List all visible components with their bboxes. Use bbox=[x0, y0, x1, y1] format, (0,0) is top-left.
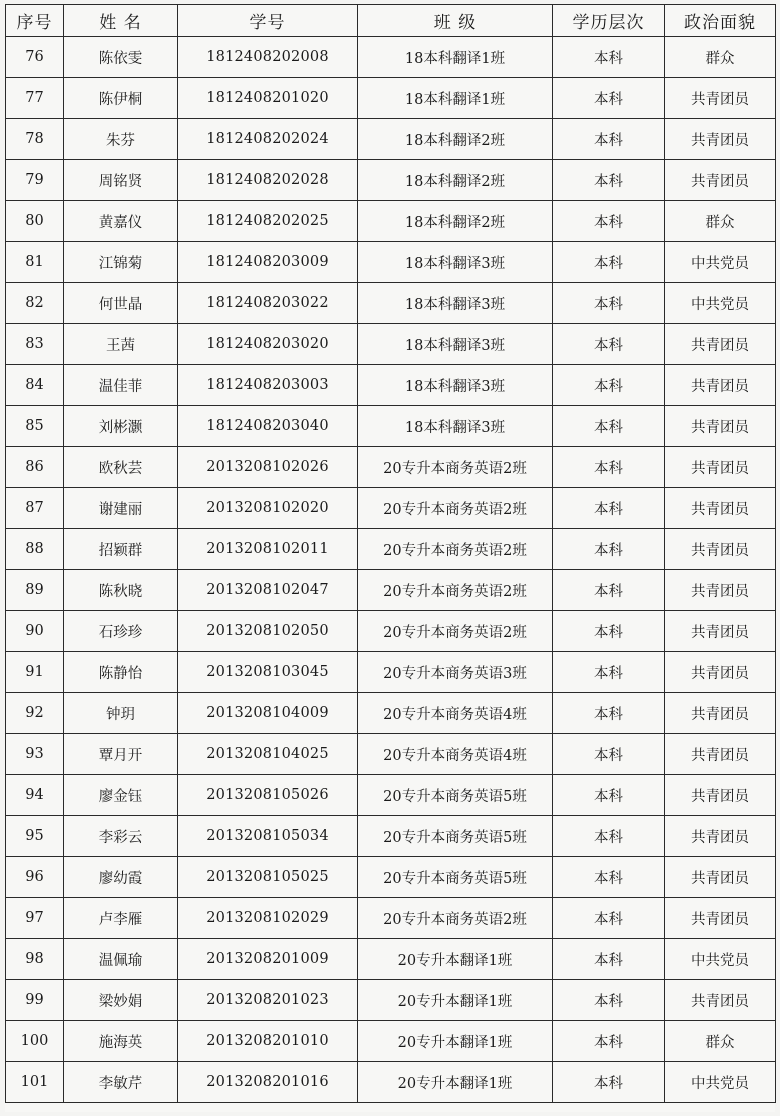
cell-name: 周铭贤 bbox=[64, 160, 178, 201]
header-political: 政治面貌 bbox=[665, 5, 776, 37]
cell-political: 共青团员 bbox=[665, 406, 776, 447]
cell-class: 20专升本商务英语2班 bbox=[358, 570, 553, 611]
cell-seq: 84 bbox=[6, 365, 64, 406]
cell-student-id: 2013208201009 bbox=[178, 939, 358, 980]
cell-name: 梁妙娟 bbox=[64, 980, 178, 1021]
cell-education: 本科 bbox=[553, 201, 665, 242]
header-seq: 序号 bbox=[6, 5, 64, 37]
header-student-id: 学号 bbox=[178, 5, 358, 37]
cell-class: 20专升本商务英语2班 bbox=[358, 529, 553, 570]
cell-name: 朱芬 bbox=[64, 119, 178, 160]
cell-student-id: 2013208102026 bbox=[178, 447, 358, 488]
cell-student-id: 2013208102029 bbox=[178, 898, 358, 939]
cell-education: 本科 bbox=[553, 283, 665, 324]
cell-education: 本科 bbox=[553, 693, 665, 734]
cell-class: 18本科翻译3班 bbox=[358, 365, 553, 406]
cell-education: 本科 bbox=[553, 37, 665, 78]
cell-political: 中共党员 bbox=[665, 242, 776, 283]
table-header bbox=[6, 5, 776, 37]
cell-political: 共青团员 bbox=[665, 160, 776, 201]
cell-class: 20专升本商务英语2班 bbox=[358, 447, 553, 488]
cell-education: 本科 bbox=[553, 611, 665, 652]
cell-class: 20专升本翻译1班 bbox=[358, 939, 553, 980]
cell-education: 本科 bbox=[553, 160, 665, 201]
cell-student-id: 1812408202025 bbox=[178, 201, 358, 242]
cell-seq: 83 bbox=[6, 324, 64, 365]
table-row bbox=[6, 160, 776, 201]
cell-class: 20专升本商务英语4班 bbox=[358, 734, 553, 775]
cell-education: 本科 bbox=[553, 980, 665, 1021]
cell-name: 李敏芹 bbox=[64, 1062, 178, 1103]
cell-seq: 79 bbox=[6, 160, 64, 201]
cell-education: 本科 bbox=[553, 652, 665, 693]
cell-education: 本科 bbox=[553, 365, 665, 406]
cell-student-id: 2013208102047 bbox=[178, 570, 358, 611]
cell-class: 18本科翻译3班 bbox=[358, 242, 553, 283]
cell-political: 中共党员 bbox=[665, 283, 776, 324]
table-row bbox=[6, 529, 776, 570]
cell-seq: 99 bbox=[6, 980, 64, 1021]
cell-political: 共青团员 bbox=[665, 693, 776, 734]
cell-political: 共青团员 bbox=[665, 447, 776, 488]
cell-political: 共青团员 bbox=[665, 78, 776, 119]
cell-name: 温佩瑜 bbox=[64, 939, 178, 980]
cell-name: 石珍珍 bbox=[64, 611, 178, 652]
table-row bbox=[6, 242, 776, 283]
cell-political: 共青团员 bbox=[665, 611, 776, 652]
table-row bbox=[6, 693, 776, 734]
cell-education: 本科 bbox=[553, 816, 665, 857]
cell-seq: 77 bbox=[6, 78, 64, 119]
cell-education: 本科 bbox=[553, 775, 665, 816]
cell-class: 20专升本商务英语4班 bbox=[358, 693, 553, 734]
cell-seq: 91 bbox=[6, 652, 64, 693]
table-row bbox=[6, 611, 776, 652]
cell-student-id: 2013208103045 bbox=[178, 652, 358, 693]
table-row bbox=[6, 1021, 776, 1062]
cell-political: 共青团员 bbox=[665, 898, 776, 939]
cell-name: 何世晶 bbox=[64, 283, 178, 324]
cell-class: 18本科翻译1班 bbox=[358, 78, 553, 119]
cell-name: 陈依雯 bbox=[64, 37, 178, 78]
cell-name: 李彩云 bbox=[64, 816, 178, 857]
cell-education: 本科 bbox=[553, 898, 665, 939]
cell-student-id: 2013208102011 bbox=[178, 529, 358, 570]
cell-name: 王茜 bbox=[64, 324, 178, 365]
cell-student-id: 2013208105025 bbox=[178, 857, 358, 898]
table-row bbox=[6, 365, 776, 406]
cell-political: 共青团员 bbox=[665, 488, 776, 529]
cell-education: 本科 bbox=[553, 119, 665, 160]
cell-name: 廖幼霞 bbox=[64, 857, 178, 898]
cell-name: 刘彬灏 bbox=[64, 406, 178, 447]
header-name: 姓 名 bbox=[64, 5, 178, 37]
cell-education: 本科 bbox=[553, 857, 665, 898]
cell-class: 18本科翻译3班 bbox=[358, 406, 553, 447]
cell-political: 共青团员 bbox=[665, 119, 776, 160]
cell-student-id: 1812408203020 bbox=[178, 324, 358, 365]
table-row bbox=[6, 816, 776, 857]
cell-seq: 92 bbox=[6, 693, 64, 734]
cell-name: 陈静怡 bbox=[64, 652, 178, 693]
table-row bbox=[6, 734, 776, 775]
cell-name: 谢建丽 bbox=[64, 488, 178, 529]
cell-education: 本科 bbox=[553, 529, 665, 570]
cell-seq: 93 bbox=[6, 734, 64, 775]
cell-political: 中共党员 bbox=[665, 1062, 776, 1103]
cell-political: 中共党员 bbox=[665, 939, 776, 980]
cell-class: 20专升本翻译1班 bbox=[358, 1021, 553, 1062]
cell-student-id: 1812408203009 bbox=[178, 242, 358, 283]
table-row bbox=[6, 652, 776, 693]
table-row bbox=[6, 980, 776, 1021]
cell-political: 共青团员 bbox=[665, 980, 776, 1021]
cell-education: 本科 bbox=[553, 406, 665, 447]
cell-name: 卢李雁 bbox=[64, 898, 178, 939]
cell-class: 18本科翻译1班 bbox=[358, 37, 553, 78]
cell-seq: 88 bbox=[6, 529, 64, 570]
cell-education: 本科 bbox=[553, 242, 665, 283]
cell-class: 18本科翻译2班 bbox=[358, 201, 553, 242]
cell-student-id: 1812408203003 bbox=[178, 365, 358, 406]
cell-seq: 85 bbox=[6, 406, 64, 447]
cell-class: 18本科翻译3班 bbox=[358, 324, 553, 365]
student-roster-table bbox=[5, 4, 776, 1103]
cell-political: 群众 bbox=[665, 201, 776, 242]
table-row bbox=[6, 201, 776, 242]
table-row bbox=[6, 939, 776, 980]
table-row bbox=[6, 1062, 776, 1103]
cell-student-id: 2013208102050 bbox=[178, 611, 358, 652]
roster-sheet bbox=[5, 4, 775, 1112]
cell-name: 覃月开 bbox=[64, 734, 178, 775]
cell-seq: 76 bbox=[6, 37, 64, 78]
cell-student-id: 2013208102020 bbox=[178, 488, 358, 529]
cell-class: 20专升本商务英语5班 bbox=[358, 775, 553, 816]
cell-seq: 81 bbox=[6, 242, 64, 283]
cell-name: 招颖群 bbox=[64, 529, 178, 570]
cell-political: 共青团员 bbox=[665, 570, 776, 611]
cell-student-id: 2013208105026 bbox=[178, 775, 358, 816]
table-row bbox=[6, 447, 776, 488]
cell-seq: 82 bbox=[6, 283, 64, 324]
table-row bbox=[6, 488, 776, 529]
cell-class: 18本科翻译2班 bbox=[358, 160, 553, 201]
cell-name: 温佳菲 bbox=[64, 365, 178, 406]
table-row bbox=[6, 37, 776, 78]
cell-class: 20专升本商务英语2班 bbox=[358, 898, 553, 939]
header-row bbox=[6, 5, 776, 37]
cell-seq: 101 bbox=[6, 1062, 64, 1103]
cell-political: 共青团员 bbox=[665, 365, 776, 406]
cell-student-id: 2013208104009 bbox=[178, 693, 358, 734]
cell-political: 共青团员 bbox=[665, 775, 776, 816]
cell-name: 陈伊桐 bbox=[64, 78, 178, 119]
cell-political: 共青团员 bbox=[665, 857, 776, 898]
cell-name: 欧秋芸 bbox=[64, 447, 178, 488]
cell-name: 陈秋晓 bbox=[64, 570, 178, 611]
cell-class: 18本科翻译3班 bbox=[358, 283, 553, 324]
table-row bbox=[6, 857, 776, 898]
cell-name: 施海英 bbox=[64, 1021, 178, 1062]
table-row bbox=[6, 324, 776, 365]
table-row bbox=[6, 283, 776, 324]
header-class: 班 级 bbox=[358, 5, 553, 37]
cell-class: 18本科翻译2班 bbox=[358, 119, 553, 160]
cell-name: 江锦菊 bbox=[64, 242, 178, 283]
cell-name: 钟玥 bbox=[64, 693, 178, 734]
cell-seq: 87 bbox=[6, 488, 64, 529]
cell-political: 群众 bbox=[665, 1021, 776, 1062]
cell-political: 共青团员 bbox=[665, 324, 776, 365]
cell-student-id: 1812408202008 bbox=[178, 37, 358, 78]
cell-education: 本科 bbox=[553, 570, 665, 611]
cell-name: 黄嘉仪 bbox=[64, 201, 178, 242]
cell-seq: 94 bbox=[6, 775, 64, 816]
table-row bbox=[6, 775, 776, 816]
cell-student-id: 2013208201023 bbox=[178, 980, 358, 1021]
cell-education: 本科 bbox=[553, 78, 665, 119]
cell-class: 20专升本商务英语3班 bbox=[358, 652, 553, 693]
cell-education: 本科 bbox=[553, 734, 665, 775]
header-education: 学历层次 bbox=[553, 5, 665, 37]
cell-student-id: 2013208104025 bbox=[178, 734, 358, 775]
cell-education: 本科 bbox=[553, 939, 665, 980]
table-row bbox=[6, 78, 776, 119]
cell-seq: 98 bbox=[6, 939, 64, 980]
table-row bbox=[6, 406, 776, 447]
table-body bbox=[6, 37, 776, 1103]
cell-seq: 97 bbox=[6, 898, 64, 939]
cell-student-id: 1812408202028 bbox=[178, 160, 358, 201]
cell-education: 本科 bbox=[553, 447, 665, 488]
cell-student-id: 2013208201010 bbox=[178, 1021, 358, 1062]
cell-education: 本科 bbox=[553, 488, 665, 529]
cell-seq: 100 bbox=[6, 1021, 64, 1062]
cell-seq: 89 bbox=[6, 570, 64, 611]
cell-education: 本科 bbox=[553, 1021, 665, 1062]
cell-education: 本科 bbox=[553, 324, 665, 365]
cell-seq: 96 bbox=[6, 857, 64, 898]
cell-political: 共青团员 bbox=[665, 816, 776, 857]
cell-seq: 90 bbox=[6, 611, 64, 652]
cell-seq: 80 bbox=[6, 201, 64, 242]
cell-seq: 95 bbox=[6, 816, 64, 857]
cell-political: 共青团员 bbox=[665, 529, 776, 570]
table-row bbox=[6, 898, 776, 939]
cell-political: 群众 bbox=[665, 37, 776, 78]
cell-political: 共青团员 bbox=[665, 652, 776, 693]
table-row bbox=[6, 119, 776, 160]
cell-student-id: 1812408203040 bbox=[178, 406, 358, 447]
cell-education: 本科 bbox=[553, 1062, 665, 1103]
cell-class: 20专升本商务英语2班 bbox=[358, 488, 553, 529]
cell-class: 20专升本商务英语2班 bbox=[358, 611, 553, 652]
cell-class: 20专升本翻译1班 bbox=[358, 980, 553, 1021]
cell-class: 20专升本商务英语5班 bbox=[358, 857, 553, 898]
cell-student-id: 2013208105034 bbox=[178, 816, 358, 857]
cell-class: 20专升本翻译1班 bbox=[358, 1062, 553, 1103]
cell-student-id: 2013208201016 bbox=[178, 1062, 358, 1103]
table-row bbox=[6, 570, 776, 611]
cell-seq: 86 bbox=[6, 447, 64, 488]
cell-student-id: 1812408203022 bbox=[178, 283, 358, 324]
cell-seq: 78 bbox=[6, 119, 64, 160]
cell-name: 廖金钰 bbox=[64, 775, 178, 816]
cell-class: 20专升本商务英语5班 bbox=[358, 816, 553, 857]
cell-student-id: 1812408201020 bbox=[178, 78, 358, 119]
cell-student-id: 1812408202024 bbox=[178, 119, 358, 160]
cell-political: 共青团员 bbox=[665, 734, 776, 775]
